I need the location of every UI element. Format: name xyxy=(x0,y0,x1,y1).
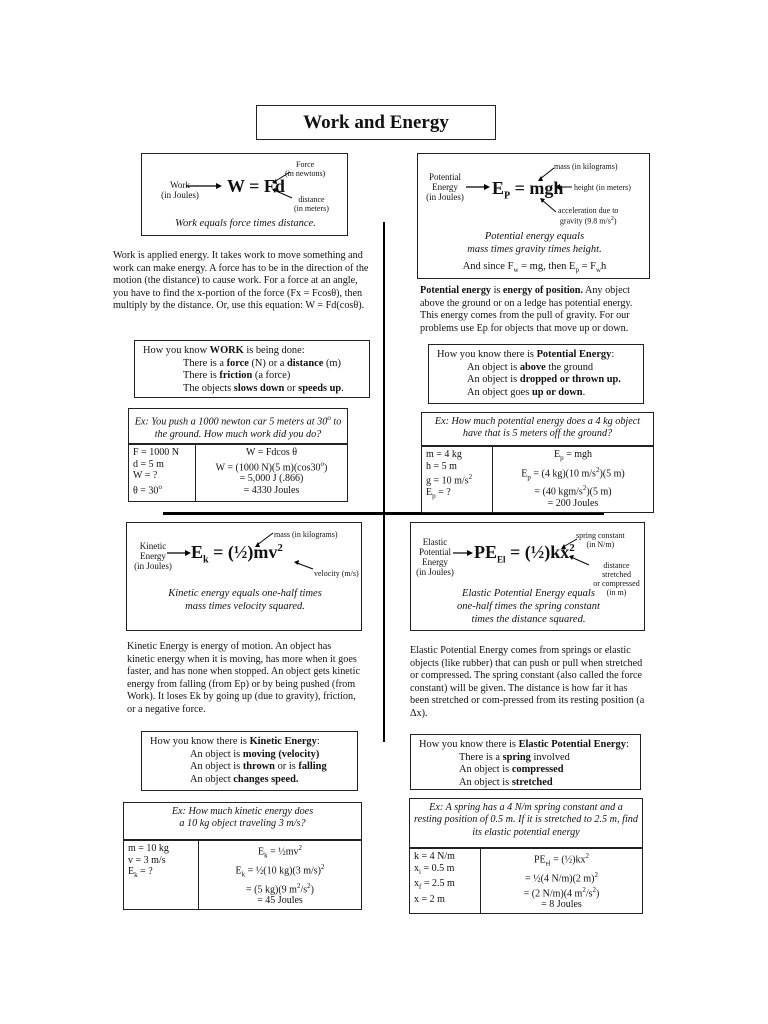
work-formula: W = Fd xyxy=(227,176,285,196)
kinetic-label: Kinetic Energy (in Joules) xyxy=(134,541,172,571)
step: = ½(4 N/m)(2 m)$^2$ xyxy=(524,870,599,885)
given: m = 4 kg xyxy=(426,449,462,460)
given: F = 1000 N xyxy=(133,447,179,458)
step: = 4330 Joules xyxy=(243,484,300,496)
potential-paragraph: Potential energy is energy of position. Any object above the ground or on a ledge has potential energy. This energy comes from the pull of gravity. For our problems use Ep for objects that move up or down. xyxy=(420,285,633,334)
gravity-label: acceleration due to gravity (9.8 $m/s^2$) xyxy=(558,206,619,226)
step: W = Fdcos θ xyxy=(245,447,298,458)
velocity-label: velocity (m/s) xyxy=(314,569,359,578)
given: $x_i = 0.5$ m xyxy=(414,862,455,876)
potential-know-item: An object goes up or down. xyxy=(467,386,586,398)
potential-formula-box xyxy=(417,153,650,279)
potential-know-box xyxy=(428,344,644,404)
step: = (40 kgm/$s^2)(5$ m) xyxy=(534,484,612,498)
kinetic-know-title: How you know there is Kinetic Energy: xyxy=(150,736,320,747)
given: m = 10 kg xyxy=(128,843,169,854)
kinetic-solution-table xyxy=(123,840,362,910)
given: d = 5 m xyxy=(133,458,164,470)
kinetic-solution xyxy=(199,841,362,910)
kinetic-paragraph: Kinetic Energy is energy of motion. An object has kinetic energy when it is moving, has more when it goes faster, and has none when stopped. An object gets kinetic energy from falling (from Ep) or by being pushed (from Work). It loses Ek by going up (due to gravity), friction, or a negative force. xyxy=(127,641,360,715)
elastic-know-item: An object is compressed xyxy=(459,764,564,776)
potential-know-title: How you know there is Potential Energy: xyxy=(437,349,615,360)
elastic-givens xyxy=(410,849,481,914)
elastic-know-box xyxy=(410,734,641,790)
work-example: Ex: You push a 1000 newton car 5 meters at 30$^o$ to the ground. How much work did you do? xyxy=(128,408,348,444)
given: $E_k$ = ? xyxy=(128,866,153,879)
work-givens xyxy=(129,445,196,502)
mass-label: mass (in kilograms) xyxy=(554,162,618,171)
force-label: Force (in newtons) xyxy=(285,160,326,178)
kinetic-caption: Kinetic energy equals one-half times mass times velocity squared. xyxy=(168,588,322,612)
step: $E_k$ = ½(10 kg)(3 m/s)$^2$ xyxy=(235,862,325,879)
step: = 8 Joules xyxy=(541,899,582,911)
potential-example: Ex: How much potential energy does a 4 kg object have that is 5 meters off the ground? xyxy=(421,412,654,446)
vertical-divider xyxy=(383,222,385,742)
elastic-caption: Elastic Potential Energy equals one-half times the spring constant times the distance squared. xyxy=(457,588,600,625)
potential-solution-table xyxy=(421,446,654,513)
kinetic-example: Ex: How much kinetic energy does a 10 kg object traveling 3 m/s? xyxy=(123,802,362,840)
kinetic-givens xyxy=(124,841,199,910)
potential-know-item: An object is above the ground xyxy=(467,361,594,373)
elastic-know-item: An object is stretched xyxy=(459,776,553,788)
kinetic-know-item: An object changes speed. xyxy=(190,773,299,785)
page-title: Work and Energy xyxy=(256,105,496,140)
potential-extra: And since $F_w$ = mg, then $E_p = F_wh$ xyxy=(462,261,607,275)
distance-label: distance (in meters) xyxy=(294,195,329,213)
elastic-formula-box xyxy=(410,522,645,631)
potential-formula: $E_P$ = mgh xyxy=(492,178,564,202)
height-label: height (in meters) xyxy=(574,183,631,192)
potential-label: Potential Energy (in Joules) xyxy=(426,172,464,202)
distance-label: distance stretched or compressed (in m) xyxy=(593,561,640,597)
work-know-item: There is a force (N) or a distance (m) xyxy=(183,357,341,369)
elastic-know-title: How you know there is Elastic Potential Energy: xyxy=(419,739,629,750)
kinetic-know-item: An object is thrown or is falling xyxy=(190,761,327,773)
elastic-example: Ex: A spring has a 4 N/m spring constant and a resting position of 0.5 m. If it is stretched to 2.5 m, find its elastic potential energy xyxy=(409,798,643,848)
step: $PE_{el}$ = $(\frac{1}{2})kx^2$ xyxy=(533,852,590,868)
step: = 5,000 J (.866) xyxy=(239,473,304,485)
given: h = 5 m xyxy=(426,460,457,472)
mass-label: mass (in kilograms) xyxy=(274,530,338,539)
given: x = 2 m xyxy=(414,893,445,905)
elastic-paragraph: Elastic Potential Energy comes from springs or elastic objects (like rubber) that can push or pull when stretched or compressed. The spring constant (also called the force constant) will be given. The distance is how far it has been stretched or com-pressed from its resting position (a Δx). xyxy=(410,645,645,719)
elastic-formula: $PE_{El}$ = $(\frac{1}{2})kx^2$ xyxy=(474,542,575,565)
work-know-title: How you know WORK is being done: xyxy=(143,345,305,356)
kinetic-know-item: An object is moving (velocity) xyxy=(190,748,320,760)
given: W = ? xyxy=(133,470,158,481)
step: $E_p = (4$ kg)(10 $m/s^2)(5$ m) xyxy=(521,465,625,481)
work-solution-table xyxy=(128,444,348,502)
work-paragraph: Work is applied energy. It takes work to move something and work can make energy. A force has to be in the direction of the motion (the distance) to cause work. For a force at an angle, you have to find the x-portion of the force (Fx = Fcosθ), then multiply by the distance. Or, use this equation: W = Fd(cosθ). xyxy=(113,250,369,312)
work-solution xyxy=(196,445,348,502)
elastic-solution xyxy=(481,849,643,914)
work-formula-box xyxy=(141,153,348,236)
elastic-know-item: There is a spring involved xyxy=(459,751,570,763)
given: $E_p$ = ? xyxy=(426,486,451,500)
given: k = 4 N/m xyxy=(414,851,455,862)
step: $E_k$ = $\frac{1}{2}mv^2$ xyxy=(257,844,303,860)
work-know-item: The objects slows down or speeds up. xyxy=(183,382,344,394)
given: $x_f = 2.5$ m xyxy=(414,878,455,891)
step: = 45 Joules xyxy=(257,895,303,907)
spring-constant-label: spring constant (in N/m) xyxy=(576,531,625,549)
kinetic-formula-box xyxy=(126,522,362,631)
work-caption: Work equals force times distance. xyxy=(175,218,316,229)
step: = (5 kg)(9 $m^2/s^2$) xyxy=(246,881,314,895)
work-know-box xyxy=(134,340,370,398)
work-know-item: There is friction (a force) xyxy=(183,370,291,382)
elastic-label: Elastic Potential Energy (in Joules) xyxy=(416,537,454,577)
potential-givens xyxy=(422,447,493,513)
potential-solution xyxy=(493,447,654,513)
given: $\theta = 30^o$ xyxy=(133,482,162,496)
kinetic-know-box xyxy=(141,731,358,791)
given: v = 3 m/s xyxy=(128,854,166,866)
given: g = 10 $m/s^2$ xyxy=(426,473,473,487)
work-label: Work (in Joules) xyxy=(161,180,199,200)
step: = 200 Joules xyxy=(547,498,599,510)
step: = (2 N/m)(4 $m^2/s^2$) xyxy=(523,885,600,899)
kinetic-formula: $E_k$ = $(\frac{1}{2})mv^2$ xyxy=(191,542,283,566)
elastic-solution-table xyxy=(409,848,643,914)
potential-caption: Potential energy equals mass times gravity times height. xyxy=(467,231,602,255)
potential-know-item: An object is dropped or thrown up. xyxy=(467,374,621,386)
step: W = (1000 N)(5 m)(cos30$^o$) xyxy=(215,459,328,473)
step: $E_p$ = mgh xyxy=(553,449,593,462)
